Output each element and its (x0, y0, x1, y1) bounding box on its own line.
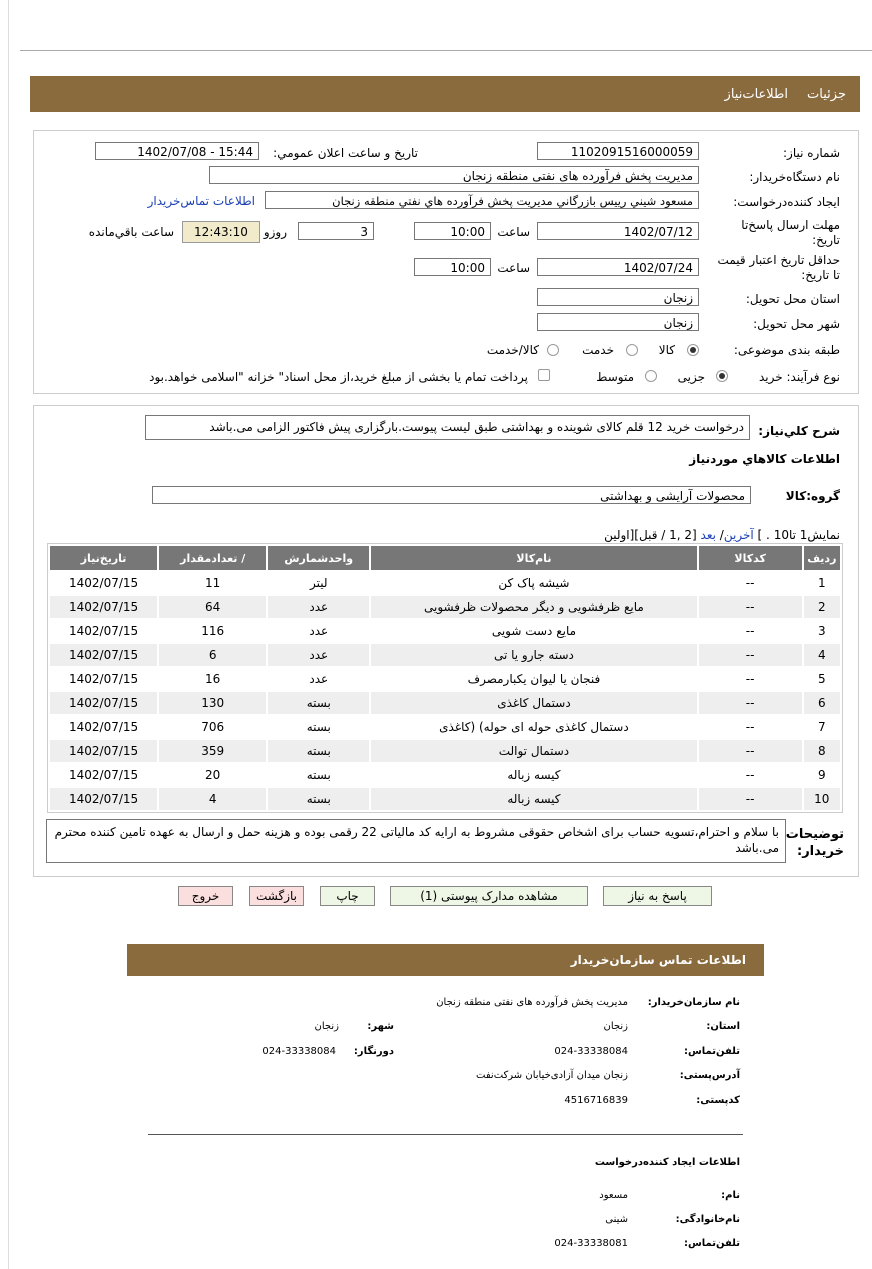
cell-date: 1402/07/15 (50, 692, 157, 714)
cell-code: -- (699, 692, 802, 714)
top-divider (20, 50, 872, 51)
cell-name: دستمال کاغذی (371, 692, 696, 714)
pagination-last[interactable]: آخرین (723, 528, 754, 542)
cell-n: 3 (804, 620, 840, 642)
cell-n: 2 (804, 596, 840, 618)
cell-name: مایع ظرفشویی و دیگر محصولات ظرفشویی (371, 596, 696, 618)
need-number-label: شماره نیاز: (783, 146, 840, 160)
table-row (50, 644, 840, 666)
contact-postal-label: کدپستی: (696, 1095, 740, 1106)
buyer-notes-field: با سلام و احترام،تسویه حساب برای اشخاص حقوقی مشروط به ارایه کد مالیاتی 22 رقمی بوده و هزینه حمل و ارسال به عهده تامین کننده محترم می.باشد (46, 819, 786, 863)
cell-name: کیسه زباله (371, 788, 696, 810)
creator-family-value: شینی (605, 1214, 628, 1225)
table-row (50, 668, 840, 690)
category-label: طبقه بندی موضوعی: (733, 343, 840, 357)
pagination-pages[interactable]: [2 ,1 / قبل][اولین (604, 528, 697, 542)
cell-code: -- (699, 716, 802, 738)
announce-field: 1402/07/08 - 15:44 (95, 142, 259, 160)
cell-date: 1402/07/15 (50, 668, 157, 690)
cell-date: 1402/07/15 (50, 740, 157, 762)
cell-code: -- (699, 596, 802, 618)
cell-code: -- (699, 788, 802, 810)
contact-fax-value: 024-33338084 (262, 1046, 336, 1057)
table-row (50, 788, 840, 810)
cell-code: -- (699, 644, 802, 666)
cell-unit: عدد (268, 596, 369, 618)
table-row (50, 740, 840, 762)
exit-button[interactable]: خروج (178, 886, 233, 906)
contact-phone-label: تلفن‌تماس: (683, 1046, 740, 1057)
category-option-goods-service: کالا/خدمت (486, 343, 539, 357)
page-header (30, 76, 860, 112)
days-field: 3 (298, 222, 374, 240)
cell-qty: 11 (159, 572, 266, 594)
cell-date: 1402/07/15 (50, 620, 157, 642)
cell-code: -- (699, 740, 802, 762)
process-option-medium: متوسط (596, 370, 634, 384)
cell-date: 1402/07/15 (50, 596, 157, 618)
col-qty: / تعدادمقدار (159, 546, 266, 570)
cell-code: -- (699, 764, 802, 786)
group-label: گروه:کالا (785, 489, 840, 503)
cell-name: دسته جارو یا تی (371, 644, 696, 666)
days-label: روزو (263, 225, 287, 239)
cell-name: دستمال توالت (371, 740, 696, 762)
left-divider (8, 0, 9, 1269)
creator-family-label: نام‌خانوادگی: (675, 1214, 740, 1225)
remaining-timer: 12:43:10 (182, 221, 260, 243)
print-button[interactable]: چاپ (320, 886, 375, 906)
cell-qty: 706 (159, 716, 266, 738)
tab-need-info[interactable]: اطلاعات‌نیاز (724, 87, 788, 102)
creator-phone-label: تلفن‌تماس: (683, 1238, 740, 1249)
table-row (50, 716, 840, 738)
cell-n: 9 (804, 764, 840, 786)
cell-unit: عدد (268, 644, 369, 666)
announce-label: تاریخ و ساعت اعلان عمومي: (273, 146, 418, 160)
contact-province-label: استان: (706, 1021, 740, 1032)
cell-name: دستمال کاغذی حوله ای حوله) (کاغذی (371, 716, 696, 738)
contact-org-label: نام سازمان‌خریدار: (647, 997, 740, 1008)
category-option-goods: کالا (658, 343, 675, 357)
cell-unit: لیتر (268, 572, 369, 594)
process-label: نوع فرآیند: خرید (759, 370, 840, 384)
table-row (50, 596, 840, 618)
cell-unit: بسته (268, 692, 369, 714)
process-radio-minor[interactable] (716, 370, 728, 382)
cell-n: 8 (804, 740, 840, 762)
contact-postal-value: 4516716839 (564, 1095, 628, 1106)
pagination-next[interactable]: بعد (700, 528, 716, 542)
attachments-button[interactable]: مشاهده مدارک پیوستی (1) (390, 886, 588, 906)
cell-name: کیسه زباله (371, 764, 696, 786)
deadline-date-field: 1402/07/12 (537, 222, 699, 240)
cell-date: 1402/07/15 (50, 764, 157, 786)
tab-details[interactable]: جزئیات (807, 87, 846, 102)
cell-qty: 116 (159, 620, 266, 642)
pagination-bracket: ] (757, 528, 763, 542)
contact-divider (148, 1134, 743, 1135)
cell-unit: بسته (268, 764, 369, 786)
cell-n: 6 (804, 692, 840, 714)
deadline-label: مهلت ارسال پاسخ‌تا تاریخ: (741, 218, 840, 247)
back-button[interactable]: بازگشت (249, 886, 304, 906)
validity-date-field: 1402/07/24 (537, 258, 699, 276)
cell-unit: بسته (268, 716, 369, 738)
cell-date: 1402/07/15 (50, 788, 157, 810)
cell-n: 5 (804, 668, 840, 690)
cell-qty: 359 (159, 740, 266, 762)
table-row (50, 572, 840, 594)
validity-label: حداقل تاریخ اعتبار قیمت تا تاریخ: (717, 253, 840, 282)
pagination: نمایش1 تا10 . ] آخرین/ بعد [2 ,1 / قبل][اولین (604, 528, 840, 542)
table-row (50, 692, 840, 714)
contact-bar-title: اطلاعات تماس سازمان‌خریدار (570, 953, 746, 967)
buyer-org-field: مدیریت پخش فرآورده های نفتی منطقه زنجان (209, 166, 699, 184)
cell-unit: بسته (268, 740, 369, 762)
creator-label: ایجاد کننده‌درخواست: (733, 195, 840, 209)
table-row (50, 764, 840, 786)
cell-name: فنجان یا لیوان یکبارمصرف (371, 668, 696, 690)
cell-qty: 20 (159, 764, 266, 786)
contact-bar (127, 944, 764, 976)
cell-unit: عدد (268, 668, 369, 690)
category-radio-service[interactable] (626, 344, 638, 356)
cell-code: -- (699, 572, 802, 594)
cell-name: شیشه پاک کن (371, 572, 696, 594)
reply-button[interactable]: پاسخ به نیاز (603, 886, 712, 906)
category-radio-goods[interactable] (687, 344, 699, 356)
contact-org-value: مدیریت پخش فرآورده های نفتی منطقه زنجان (436, 997, 628, 1008)
creator-name-value: مسعود (599, 1190, 628, 1201)
cell-qty: 64 (159, 596, 266, 618)
city-label: شهر محل تحویل: (753, 317, 840, 331)
category-option-service: خدمت (582, 343, 614, 357)
items-table-wrap (47, 543, 843, 813)
contact-phone-value: 024-33338084 (554, 1046, 628, 1057)
deadline-time-label: ساعت (497, 225, 530, 239)
contact-address-value: زنجان میدان آزادی‌خیابان شرکت‌نفت (476, 1070, 628, 1081)
process-option-minor: جزیی (677, 370, 705, 384)
cell-qty: 6 (159, 644, 266, 666)
remaining-label: ساعت باقي‌مانده (88, 225, 174, 239)
city-field: زنجان (537, 313, 699, 331)
cell-unit: عدد (268, 620, 369, 642)
cell-qty: 4 (159, 788, 266, 810)
items-table (48, 544, 842, 812)
contact-fax-label: دورنگار: (353, 1046, 394, 1057)
cell-n: 10 (804, 788, 840, 810)
description-label: شرح کلي‌نیاز: (758, 424, 840, 438)
description-field: درخواست خرید 12 قلم کالای شوینده و بهداشتی طبق لیست پیوست.بارگزاری پیش فاکتور الزامی می.باشد (145, 415, 750, 440)
contact-city-value: زنجان (314, 1021, 339, 1032)
pagination-show: نمایش1 تا10 . (766, 528, 840, 542)
cell-n: 1 (804, 572, 840, 594)
cell-n: 4 (804, 644, 840, 666)
col-date: تاریخ‌نیاز (50, 546, 157, 570)
col-unit: واحدشمارش (268, 546, 369, 570)
process-radio-medium[interactable] (645, 370, 657, 382)
cell-date: 1402/07/15 (50, 644, 157, 666)
contact-province-value: زنجان (603, 1021, 628, 1032)
deadline-time-field: 10:00 (414, 222, 491, 240)
cell-code: -- (699, 620, 802, 642)
creator-info-title: اطلاعات ایجاد کننده‌درخواست (594, 1157, 740, 1168)
validity-time-field: 10:00 (414, 258, 491, 276)
col-row: ردیف (804, 546, 840, 570)
payment-note: پرداخت تمام یا بخشی از مبلغ خرید،از محل اسناد" خزانه "اسلامی خواهد.بود (149, 370, 528, 384)
creator-name-label: نام: (721, 1190, 740, 1201)
cell-unit: بسته (268, 788, 369, 810)
contact-address-label: آدرس‌پستی: (679, 1070, 740, 1081)
group-field: محصولات آرایشی و بهداشتی (152, 486, 751, 504)
buyer-contact-link[interactable]: اطلاعات تماس‌خریدار (147, 194, 255, 208)
contact-city-label: شهر: (367, 1021, 394, 1032)
cell-code: -- (699, 668, 802, 690)
cell-qty: 16 (159, 668, 266, 690)
items-heading: اطلاعات کالاهاي موردنیاز (689, 452, 840, 466)
need-number-field: 1102091516000059 (537, 142, 699, 160)
buyer-notes-label: توضیحات خریدار: (785, 827, 844, 859)
category-radio-goods-service[interactable] (547, 344, 559, 356)
cell-name: مایع دست شویی (371, 620, 696, 642)
buyer-org-label: نام دستگاه‌خریدار: (749, 170, 840, 184)
col-code: کدکالا (699, 546, 802, 570)
creator-phone-value: 024-33338081 (554, 1238, 628, 1249)
province-field: زنجان (537, 288, 699, 306)
cell-date: 1402/07/15 (50, 716, 157, 738)
cell-qty: 130 (159, 692, 266, 714)
table-row (50, 620, 840, 642)
province-label: استان محل تحویل: (745, 292, 840, 306)
col-name: نام‌کالا (371, 546, 696, 570)
cell-date: 1402/07/15 (50, 572, 157, 594)
creator-field: مسعود شيني رييس بازرگاني مديريت پخش فرآورده هاي نفتي منطقه زنجان (265, 191, 699, 209)
payment-checkbox[interactable] (538, 369, 550, 381)
validity-time-label: ساعت (497, 261, 530, 275)
cell-n: 7 (804, 716, 840, 738)
